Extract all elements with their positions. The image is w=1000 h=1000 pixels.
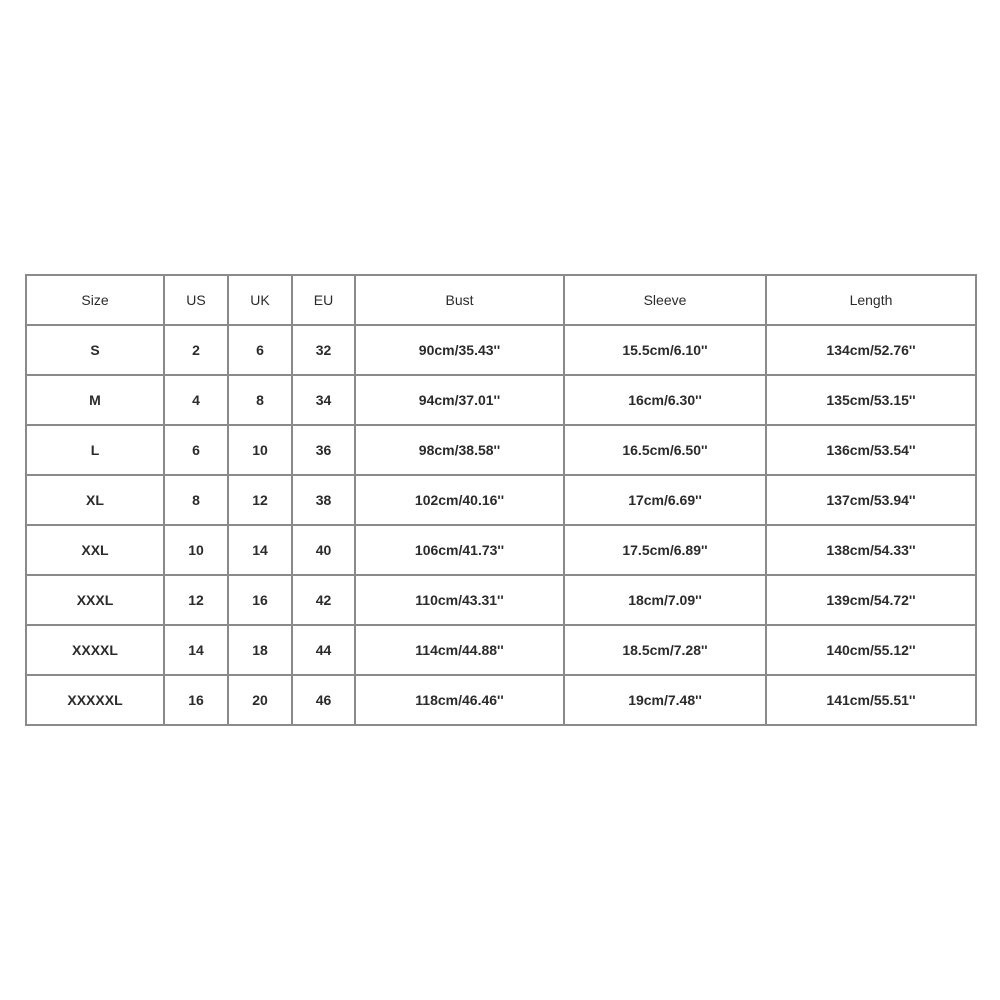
table-row bbox=[27, 476, 977, 526]
header-length: Length bbox=[767, 276, 977, 326]
cell-bust: 106cm/41.73'' bbox=[356, 526, 565, 576]
cell-length: 137cm/53.94'' bbox=[767, 476, 977, 526]
size-chart-body bbox=[27, 326, 977, 726]
table-row bbox=[27, 626, 977, 676]
table-row bbox=[27, 426, 977, 476]
size-chart-table bbox=[25, 274, 977, 726]
cell-size: XXXXXL bbox=[27, 676, 165, 726]
cell-us: 16 bbox=[165, 676, 229, 726]
cell-us: 2 bbox=[165, 326, 229, 376]
cell-size: M bbox=[27, 376, 165, 426]
cell-length: 140cm/55.12'' bbox=[767, 626, 977, 676]
cell-uk: 14 bbox=[229, 526, 293, 576]
cell-bust: 110cm/43.31'' bbox=[356, 576, 565, 626]
cell-eu: 32 bbox=[293, 326, 356, 376]
cell-length: 138cm/54.33'' bbox=[767, 526, 977, 576]
table-row bbox=[27, 676, 977, 726]
cell-uk: 16 bbox=[229, 576, 293, 626]
cell-length: 134cm/52.76'' bbox=[767, 326, 977, 376]
cell-us: 10 bbox=[165, 526, 229, 576]
cell-eu: 34 bbox=[293, 376, 356, 426]
cell-bust: 98cm/38.58'' bbox=[356, 426, 565, 476]
cell-sleeve: 16.5cm/6.50'' bbox=[565, 426, 767, 476]
header-bust: Bust bbox=[356, 276, 565, 326]
header-eu: EU bbox=[293, 276, 356, 326]
cell-size: XXL bbox=[27, 526, 165, 576]
cell-us: 6 bbox=[165, 426, 229, 476]
cell-bust: 90cm/35.43'' bbox=[356, 326, 565, 376]
cell-sleeve: 18.5cm/7.28'' bbox=[565, 626, 767, 676]
cell-uk: 8 bbox=[229, 376, 293, 426]
cell-size: XXXL bbox=[27, 576, 165, 626]
header-row bbox=[27, 276, 977, 326]
cell-sleeve: 16cm/6.30'' bbox=[565, 376, 767, 426]
size-chart-header bbox=[27, 276, 977, 326]
cell-bust: 118cm/46.46'' bbox=[356, 676, 565, 726]
cell-eu: 36 bbox=[293, 426, 356, 476]
cell-uk: 6 bbox=[229, 326, 293, 376]
cell-us: 12 bbox=[165, 576, 229, 626]
cell-sleeve: 17cm/6.69'' bbox=[565, 476, 767, 526]
cell-sleeve: 17.5cm/6.89'' bbox=[565, 526, 767, 576]
cell-us: 14 bbox=[165, 626, 229, 676]
cell-bust: 94cm/37.01'' bbox=[356, 376, 565, 426]
cell-length: 135cm/53.15'' bbox=[767, 376, 977, 426]
cell-uk: 18 bbox=[229, 626, 293, 676]
cell-length: 141cm/55.51'' bbox=[767, 676, 977, 726]
header-uk: UK bbox=[229, 276, 293, 326]
cell-bust: 114cm/44.88'' bbox=[356, 626, 565, 676]
table-row bbox=[27, 526, 977, 576]
cell-eu: 40 bbox=[293, 526, 356, 576]
cell-uk: 10 bbox=[229, 426, 293, 476]
header-sleeve: Sleeve bbox=[565, 276, 767, 326]
cell-eu: 46 bbox=[293, 676, 356, 726]
cell-uk: 20 bbox=[229, 676, 293, 726]
cell-us: 4 bbox=[165, 376, 229, 426]
table-row bbox=[27, 376, 977, 426]
cell-sleeve: 15.5cm/6.10'' bbox=[565, 326, 767, 376]
cell-us: 8 bbox=[165, 476, 229, 526]
cell-size: S bbox=[27, 326, 165, 376]
cell-sleeve: 19cm/7.48'' bbox=[565, 676, 767, 726]
cell-eu: 42 bbox=[293, 576, 356, 626]
cell-eu: 44 bbox=[293, 626, 356, 676]
cell-length: 136cm/53.54'' bbox=[767, 426, 977, 476]
cell-bust: 102cm/40.16'' bbox=[356, 476, 565, 526]
cell-length: 139cm/54.72'' bbox=[767, 576, 977, 626]
table-row bbox=[27, 576, 977, 626]
header-size: Size bbox=[27, 276, 165, 326]
cell-size: L bbox=[27, 426, 165, 476]
cell-size: XL bbox=[27, 476, 165, 526]
cell-eu: 38 bbox=[293, 476, 356, 526]
table-row bbox=[27, 326, 977, 376]
cell-size: XXXXL bbox=[27, 626, 165, 676]
cell-sleeve: 18cm/7.09'' bbox=[565, 576, 767, 626]
cell-uk: 12 bbox=[229, 476, 293, 526]
header-us: US bbox=[165, 276, 229, 326]
